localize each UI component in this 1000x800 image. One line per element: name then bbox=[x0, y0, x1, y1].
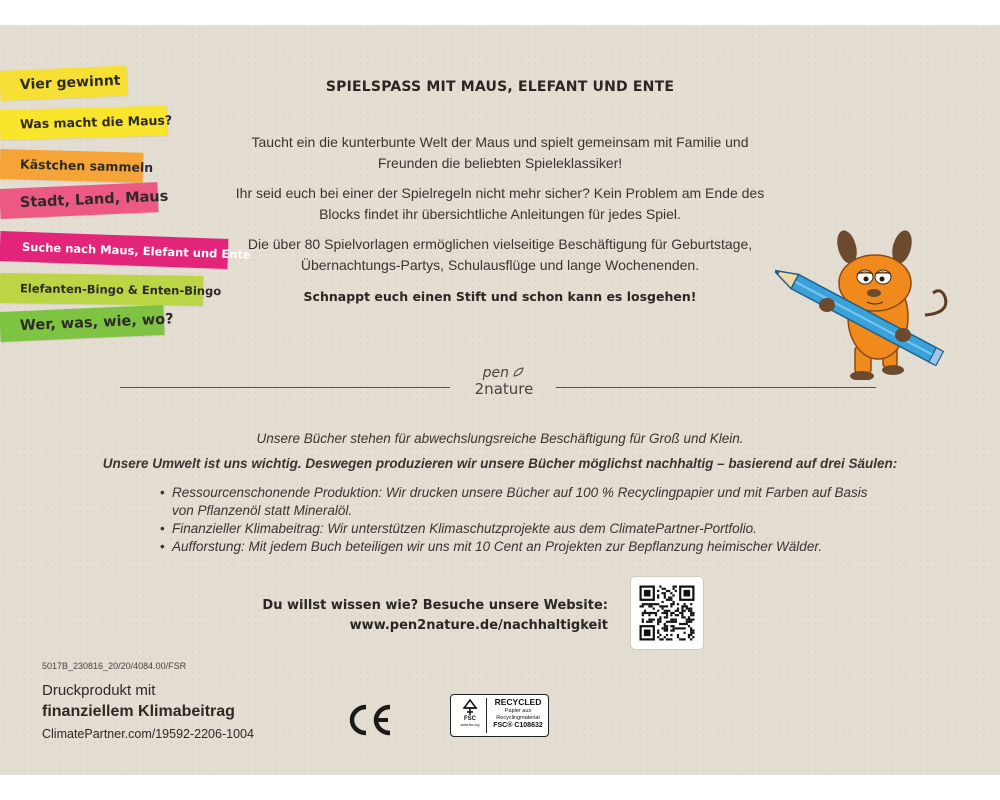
tab-was-macht-die-maus: Was macht die Maus? bbox=[0, 106, 167, 140]
intro-paragraph-1: Taucht ein die kunterbunte Welt der Maus und spielt gemeinsam mit Familie und Freunden die beliebten Spieleklassiker! bbox=[251, 134, 749, 171]
website-url: www.pen2nature.de/nachhaltigkeit bbox=[349, 618, 608, 633]
sustainability-statement: Unsere Umwelt ist uns wichtig. Deswegen produzieren wir unsere Bücher möglichst nachhaltig – basierend auf drei Säulen: bbox=[102, 456, 898, 471]
sustainability-lead: Unsere Bücher stehen für abwechslungsreiche Beschäftigung für Groß und Klein. bbox=[256, 431, 744, 446]
tab-wer-was-wie-wo: Wer, was, wie, wo? bbox=[0, 305, 164, 342]
website-callout: Du willst wissen wie? Besuche unsere Website: www.pen2nature.de/nachhaltigkeit bbox=[262, 596, 608, 636]
tab-bingo: Elefanten-Bingo & Enten-Bingo bbox=[0, 273, 203, 306]
page-title: SPIELSPASS MIT MAUS, ELEFANT UND ENTE bbox=[325, 79, 675, 95]
call-to-action: Schnappt euch einen Stift und schon kann es losgehen! bbox=[303, 289, 697, 304]
climate-contribution: Druckprodukt mit finanziellem Klimabeitrag ClimatePartner.com/19592-2206-1004 bbox=[42, 682, 254, 741]
intro-paragraph-3: Die über 80 Spielvorlagen ermöglichen vielseitige Beschäftigung für Geburtstage, Übernachtungs-Partys, Schulausflüge und lange Wochenenden. bbox=[247, 236, 753, 273]
mouse-with-pencil-illustration bbox=[775, 205, 965, 380]
ce-mark-icon bbox=[344, 703, 394, 737]
divider-left bbox=[120, 387, 450, 388]
pillar-item: • Ressourcenschonende Produktion: Wir drucken unsere Bücher auf 100 % Recyclingpapier und mit Farben auf Basis von Pflanzenöl statt Mineralöl. bbox=[160, 484, 880, 520]
book-back-cover bbox=[0, 25, 1000, 775]
tab-stadt-land-maus: Stadt, Land, Maus bbox=[0, 182, 159, 219]
divider-right bbox=[556, 387, 876, 388]
print-code: 5017B_230816_20/20/4084.00/FSR bbox=[42, 661, 187, 671]
pillar-item: • Aufforstung: Mit jedem Buch beteiligen wir uns mit 10 Cent an Projekten zur Bepflanzung heimischer Wälder. bbox=[160, 538, 880, 556]
tab-vier-gewinnt: Vier gewinnt bbox=[0, 65, 128, 101]
intro-paragraph-2: Ihr seid euch bei einer der Spielregeln nicht mehr sicher? Kein Problem am Ende des Blocks findet ihr übersichtliche Anleitungen für jedes Spiel. bbox=[235, 185, 765, 222]
fsc-tree-icon bbox=[461, 699, 479, 716]
qr-code-icon bbox=[631, 577, 703, 649]
pillar-item: • Finanzieller Klimabeitrag: Wir unterstützen Klimaschutzprojekte aus dem ClimatePartner-Portfolio. bbox=[160, 520, 880, 538]
fsc-recycled-label: FSC www.fsc.org RECYCLED Papier aus Recyclingmaterial FSC® C108632 bbox=[450, 694, 549, 737]
tab-kaestchen-sammeln: Kästchen sammeln bbox=[0, 149, 143, 183]
sustainability-pillars bbox=[160, 484, 880, 556]
pen2nature-logo: pen 2nature bbox=[474, 365, 534, 398]
tab-suche-nach-maus: Suche nach Maus, Elefant und Ente bbox=[0, 231, 228, 269]
leaf-icon bbox=[513, 367, 525, 377]
